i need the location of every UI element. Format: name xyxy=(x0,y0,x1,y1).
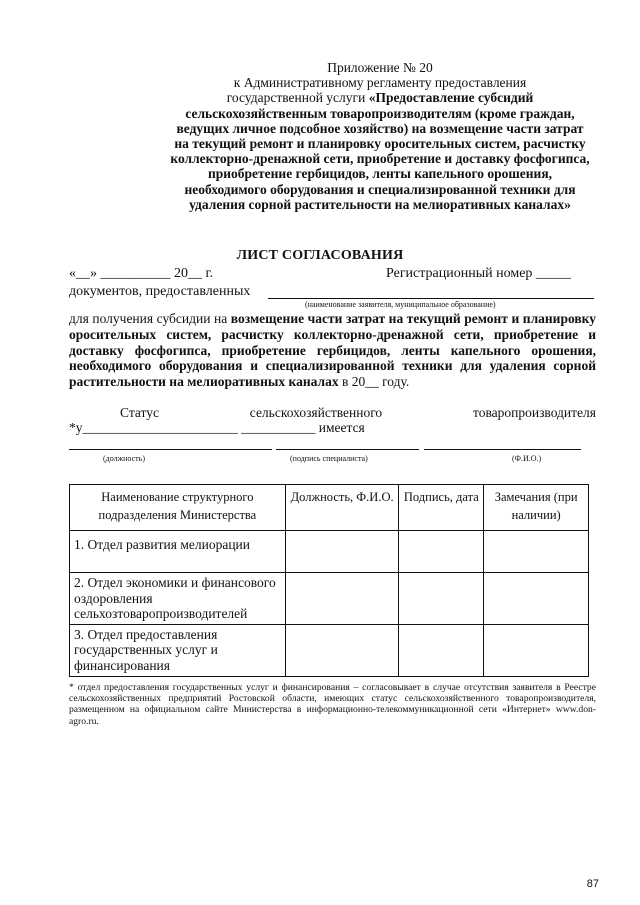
status-line-2 xyxy=(69,420,365,436)
signature-line xyxy=(276,449,419,450)
paragraph-end: в 20__ году. xyxy=(338,374,410,390)
applicant-name-line xyxy=(268,298,594,299)
position-line xyxy=(69,449,272,450)
name-caption: (Ф.И.О.) xyxy=(512,454,542,463)
status-word-3: товаропроизводителя xyxy=(472,405,596,420)
approval-table xyxy=(69,484,589,677)
appendix-reference: к Административному регламенту предоставления xyxy=(233,75,527,91)
appendix-service-plain: государственной услуги xyxy=(226,90,369,106)
table-row xyxy=(70,573,589,625)
signature-cell[interactable] xyxy=(399,624,484,676)
position-cell[interactable] xyxy=(285,531,399,573)
status-exists: имеется xyxy=(315,420,365,435)
documents-label: документов, предоставленных xyxy=(69,284,251,299)
table-header-row xyxy=(70,485,589,531)
appendix-service-name: сельскохозяйственным товаропроизводителям (кроме граждан, ведущих личное подсобное хозяйство) на возмещение части затрат на текущий ремонт и планировку оросительных систем, расчистку коллекторно-дренажной сети, приобретение и доставку фосфогипса, приобретение гербицидов, ленты капельного орошения, необходимого оборудования и специализированной техники для удаления сорной растительности на мелиоративных каналах» xyxy=(170,105,590,212)
page-number: 87 xyxy=(586,878,599,890)
date-field: «__» __________ 20__ г. xyxy=(69,266,214,281)
department-cell: 1. Отдел развития мелиорации xyxy=(70,531,286,573)
remarks-cell[interactable] xyxy=(484,573,589,625)
signature-caption: (подпись специалиста) xyxy=(290,454,368,463)
appendix-number: Приложение № 20 xyxy=(327,60,433,75)
table-row xyxy=(70,531,589,573)
applicant-caption: (наименование заявителя, муниципальное образование) xyxy=(305,300,496,309)
position-cell[interactable] xyxy=(285,573,399,625)
header-signature: Подпись, дата xyxy=(399,485,484,531)
subsidy-paragraph xyxy=(69,311,596,390)
appendix-service-bold: «Предоставление субсидий xyxy=(368,90,534,106)
paragraph-start: для получения субсидии на xyxy=(69,311,231,326)
paragraph-bold: возмещение части затрат на текущий ремонт и планировку оросительных систем, расчистку коллекторно-дренажной сети, приобретение и доставку фосфогипса, приобретение гербицидов, ленты капельного орошения, необходимого оборудования и специализированной техники для удаления сорной растительности на мелиоративных каналах xyxy=(69,311,597,390)
footnote: * отдел предоставления государственных услуг и финансирования – согласовывает в случае отсутствия заявителя в Реестре сельскохозяйственных предприятий Ростовской области, имеющих статус сельскохозяйственного товаропроизводителя, размещенном на официальном сайте Министерства в информационно-телекоммуникационной сети «Интернет» www.don-agro.ru. xyxy=(69,682,596,727)
appendix-header xyxy=(170,60,590,212)
status-blanks: *у_______________________ ___________ xyxy=(69,420,316,435)
table-row xyxy=(70,624,589,676)
registration-number-field xyxy=(386,266,571,282)
document-title: ЛИСТ СОГЛАСОВАНИЯ xyxy=(236,248,404,263)
department-cell: 2. Отдел экономики и финансового оздоровления сельхозтоваропроизводителей xyxy=(70,573,286,625)
registration-label: Регистрационный номер xyxy=(386,266,533,281)
status-word-1: Статус xyxy=(120,405,159,420)
header-department: Наименование структурного подразделения Министерства xyxy=(70,485,286,531)
signature-cell[interactable] xyxy=(399,531,484,573)
position-caption: (должность) xyxy=(103,454,145,463)
remarks-cell[interactable] xyxy=(484,531,589,573)
remarks-cell[interactable] xyxy=(484,624,589,676)
position-cell[interactable] xyxy=(285,624,399,676)
appendix-service-line xyxy=(170,90,590,105)
registration-blank: _____ xyxy=(535,266,571,281)
header-position: Должность, Ф.И.О. xyxy=(285,485,399,531)
signature-cell[interactable] xyxy=(399,573,484,625)
status-word-2: сельскохозяйственного xyxy=(249,405,383,420)
department-cell: 3. Отдел предоставления государственных услуг и финансирования xyxy=(70,624,286,676)
header-remarks: Замечания (при наличии) xyxy=(484,485,589,531)
status-line xyxy=(120,405,596,421)
name-line xyxy=(424,449,581,450)
